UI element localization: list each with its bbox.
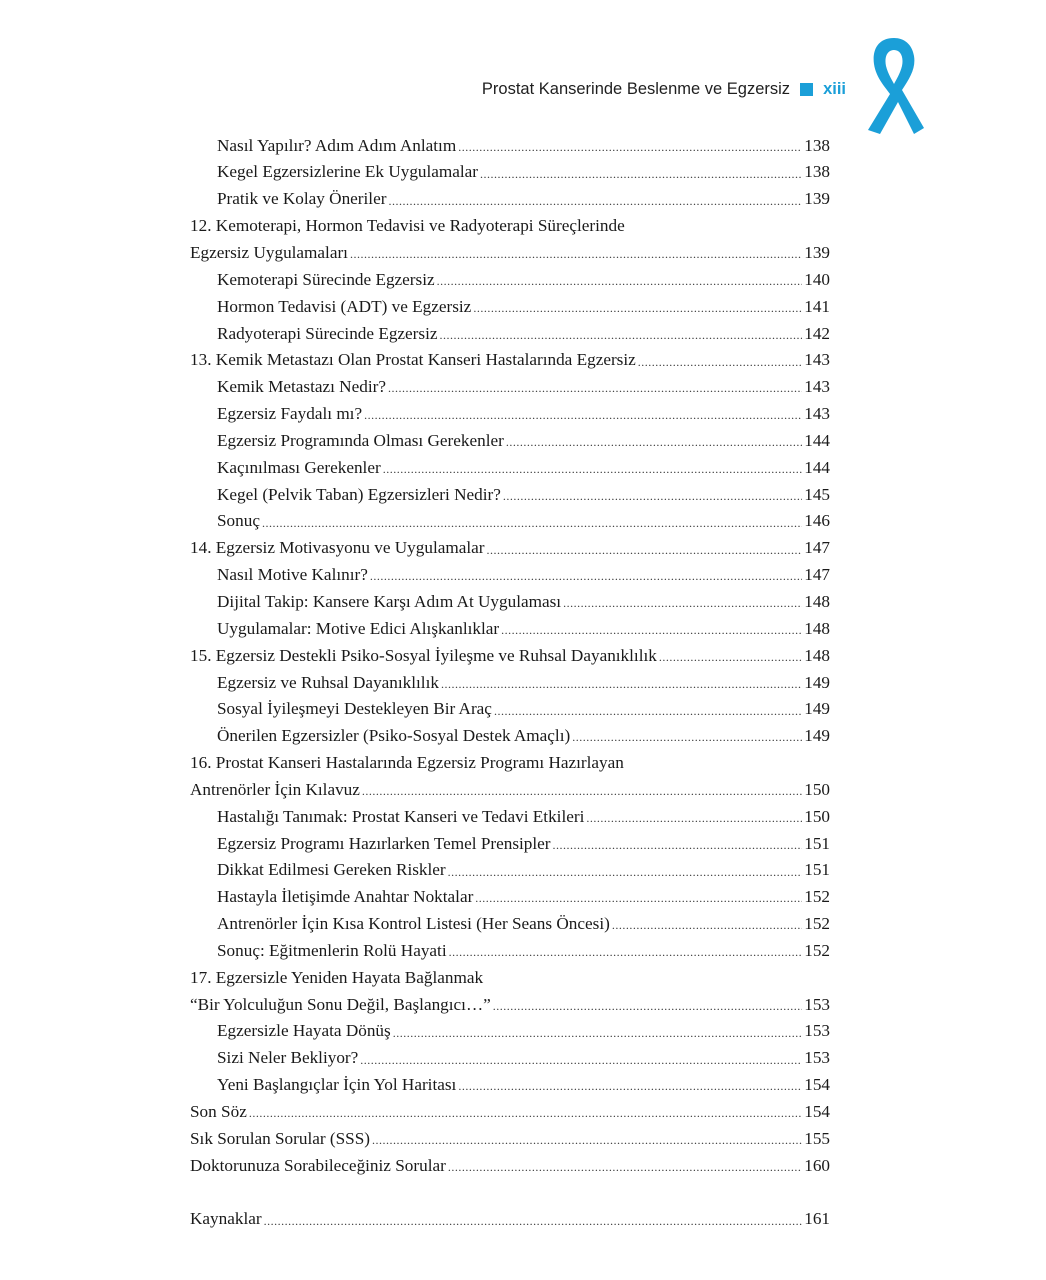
toc-entry-page: 152 — [804, 940, 830, 960]
toc-entry-title: Nasıl Motive Kalınır? — [217, 565, 368, 585]
toc-entry-page: 154 — [804, 1075, 830, 1095]
toc-entry-page: 139 — [804, 189, 830, 209]
toc-entry-page: 146 — [804, 511, 830, 531]
toc-entry-title: Sonuç: Eğitmenlerin Rolü Hayati — [217, 940, 447, 960]
toc-entry[interactable] — [190, 908, 830, 935]
dot-leader — [659, 651, 802, 664]
toc-entry-page: 147 — [804, 538, 830, 558]
toc-entry-title: Hastayla İletişimde Anahtar Noktalar — [217, 887, 474, 907]
dot-leader — [388, 382, 802, 395]
dot-leader — [553, 839, 802, 852]
toc-entry-page: 144 — [804, 457, 830, 477]
toc-entry-title: Egzersiz Programında Olması Gerekenler — [217, 430, 504, 450]
toc-entry[interactable] — [190, 586, 830, 613]
toc-entry-page: 151 — [804, 860, 830, 880]
table-of-contents — [190, 130, 830, 1231]
toc-entry[interactable] — [190, 237, 830, 264]
toc-entry-page: 147 — [804, 565, 830, 585]
toc-entry-page: 149 — [804, 726, 830, 746]
toc-entry-page: 148 — [804, 618, 830, 638]
toc-entry-title: Son Söz — [190, 1102, 247, 1122]
toc-entry[interactable] — [190, 318, 830, 345]
toc-entry-title: Egzersiz Faydalı mı? — [217, 404, 363, 424]
toc-entry-page: 150 — [804, 779, 830, 799]
toc-entry-title: Pratik ve Kolay Öneriler — [217, 189, 387, 209]
toc-entry-title: Sosyal İyileşmeyi Destekleyen Bir Araç — [217, 699, 492, 719]
running-header — [380, 78, 846, 100]
dot-leader — [350, 248, 802, 261]
toc-entry[interactable] — [190, 640, 830, 667]
toc-entry-title: Kegel Egzersizlerine Ek Uygulamalar — [217, 162, 479, 182]
toc-entry-page: 138 — [804, 135, 830, 155]
toc-entry[interactable] — [190, 828, 830, 855]
toc-entry-page: 154 — [804, 1102, 830, 1122]
dot-leader — [448, 866, 802, 879]
dot-leader — [383, 463, 802, 476]
toc-entry[interactable] — [190, 211, 830, 238]
dot-leader — [458, 1080, 802, 1093]
toc-entry-title: Kemoterapi Sürecinde Egzersiz — [217, 269, 435, 289]
toc-entry[interactable] — [190, 372, 830, 399]
dot-leader — [494, 705, 802, 718]
toc-entry[interactable] — [190, 345, 830, 372]
toc-entry[interactable] — [190, 560, 830, 587]
book-title: Prostat Kanserinde Beslenme ve Egzersiz — [481, 79, 791, 98]
toc-entry-page: 149 — [804, 672, 830, 692]
toc-entry-title: Dikkat Edilmesi Gereken Riskler — [217, 860, 446, 880]
toc-entry-page: 160 — [804, 1155, 830, 1175]
toc-entry-title: Hastalığı Tanımak: Prostat Kanseri ve Tedavi Etkileri — [217, 806, 585, 826]
toc-entry[interactable] — [190, 1016, 830, 1043]
toc-entry-page: 143 — [804, 350, 830, 370]
dot-leader — [501, 624, 802, 637]
dot-leader — [249, 1107, 802, 1120]
dot-leader — [473, 302, 802, 315]
toc-entry-title: Radyoterapi Sürecinde Egzersiz — [217, 323, 438, 343]
dot-leader — [493, 1000, 802, 1013]
dot-leader — [475, 892, 802, 905]
toc-entry-page: 142 — [804, 323, 830, 343]
toc-entry-page: 143 — [804, 404, 830, 424]
toc-entry-title: Egzersiz ve Ruhsal Dayanıklılık — [217, 672, 439, 692]
toc-entry-title: Uygulamalar: Motive Edici Alışkanlıklar — [217, 618, 500, 638]
dot-leader — [388, 195, 802, 208]
dot-leader — [439, 329, 802, 342]
dot-leader — [362, 785, 802, 798]
dot-leader — [612, 919, 802, 932]
toc-entry-page: 148 — [804, 591, 830, 611]
toc-entry-page: 152 — [804, 887, 830, 907]
square-bullet-icon — [800, 83, 813, 96]
page-number: xiii — [823, 79, 846, 98]
toc-entry-title: Kaçınılması Gerekenler — [217, 457, 381, 477]
toc-entry-page: 141 — [804, 296, 830, 316]
toc-entry[interactable] — [190, 1043, 830, 1070]
toc-entry[interactable] — [190, 801, 830, 828]
toc-entry[interactable] — [190, 130, 830, 157]
toc-entry-page: 153 — [804, 1048, 830, 1068]
toc-entry[interactable] — [190, 613, 830, 640]
toc-entry[interactable] — [190, 747, 830, 774]
toc-entry-page: 151 — [804, 833, 830, 853]
toc-entry[interactable] — [190, 962, 830, 989]
toc-entry[interactable] — [190, 721, 830, 748]
toc-entry-page: 153 — [804, 994, 830, 1014]
toc-entry[interactable] — [190, 533, 830, 560]
dot-leader — [448, 1161, 802, 1174]
toc-entry-page: 144 — [804, 430, 830, 450]
dot-leader — [364, 409, 802, 422]
toc-entry-page: 139 — [804, 243, 830, 263]
toc-entry-title: 12. Kemoterapi, Hormon Tedavisi ve Radyoterapi Süreçlerinde — [190, 216, 625, 236]
toc-entry[interactable] — [190, 935, 830, 962]
toc-entry-title: Hormon Tedavisi (ADT) ve Egzersiz — [217, 296, 472, 316]
toc-entry[interactable] — [190, 264, 830, 291]
toc-entry-title: 15. Egzersiz Destekli Psiko-Sosyal İyileşme ve Ruhsal Dayanıklılık — [190, 645, 657, 665]
toc-entry[interactable] — [190, 1096, 830, 1123]
toc-entry-page: 161 — [804, 1209, 830, 1229]
dot-leader — [360, 1054, 802, 1067]
toc-entry-title: 13. Kemik Metastazı Olan Prostat Kanseri Hastalarında Egzersiz — [190, 350, 636, 370]
toc-entry-page: 152 — [804, 914, 830, 934]
toc-entry-title: Kemik Metastazı Nedir? — [217, 377, 386, 397]
dot-leader — [638, 356, 802, 369]
toc-entry[interactable] — [190, 184, 830, 211]
toc-entry[interactable] — [190, 855, 830, 882]
dot-leader — [262, 517, 802, 530]
toc-entry[interactable] — [190, 291, 830, 318]
toc-entry-title: Egzersiz Programı Hazırlarken Temel Prensipler — [217, 833, 551, 853]
toc-entry-title: Önerilen Egzersizler (Psiko-Sosyal Destek Amaçlı) — [217, 726, 571, 746]
toc-entry-page: 153 — [804, 1021, 830, 1041]
awareness-ribbon-icon — [860, 34, 928, 138]
toc-entry[interactable] — [190, 506, 830, 533]
toc-entry-page: 143 — [804, 377, 830, 397]
toc-entry-title: Egzersiz Uygulamaları — [190, 243, 348, 263]
dot-leader — [372, 1134, 802, 1147]
toc-entry-title: Egzersizle Hayata Dönüş — [217, 1021, 391, 1041]
toc-entry-title: Kaynaklar — [190, 1209, 262, 1229]
toc-entry[interactable] — [190, 1123, 830, 1150]
dot-leader — [449, 946, 802, 959]
toc-entry-title: Doktorunuza Sorabileceğiniz Sorular — [190, 1155, 446, 1175]
toc-entry[interactable] — [190, 989, 830, 1016]
dot-leader — [458, 141, 802, 154]
toc-entry-page: 155 — [804, 1128, 830, 1148]
toc-entry-title: Nasıl Yapılır? Adım Adım Anlatım — [217, 135, 457, 155]
toc-entry-page: 140 — [804, 269, 830, 289]
toc-entry-title: Kegel (Pelvik Taban) Egzersizleri Nedir? — [217, 484, 501, 504]
toc-entry-title: 17. Egzersizle Yeniden Hayata Bağlanmak — [190, 967, 484, 987]
toc-entry[interactable] — [190, 157, 830, 184]
toc-entry[interactable] — [190, 774, 830, 801]
toc-entry[interactable] — [190, 667, 830, 694]
toc-entry[interactable] — [190, 694, 830, 721]
toc-entry-title: Yeni Başlangıçlar İçin Yol Haritası — [217, 1075, 457, 1095]
toc-entry-title: Antrenörler İçin Kısa Kontrol Listesi (Her Seans Öncesi) — [217, 914, 610, 934]
dot-leader — [480, 168, 802, 181]
toc-entry-title: Dijital Takip: Kansere Karşı Adım At Uygulaması — [217, 591, 562, 611]
toc-entry-title: 16. Prostat Kanseri Hastalarında Egzersiz Programı Hazırlayan — [190, 753, 624, 773]
dot-leader — [370, 570, 802, 583]
toc-entry-title: Sık Sorulan Sorular (SSS) — [190, 1128, 371, 1148]
toc-entry[interactable] — [190, 479, 830, 506]
toc-entry-page: 148 — [804, 645, 830, 665]
toc-entry[interactable] — [190, 1070, 830, 1097]
dot-leader — [503, 490, 802, 503]
toc-spacer — [190, 1177, 830, 1204]
toc-entry[interactable] — [190, 1204, 830, 1231]
toc-entry-title: Sonuç — [217, 511, 260, 531]
toc-entry-title: 14. Egzersiz Motivasyonu ve Uygulamalar — [190, 538, 485, 558]
toc-entry-page: 149 — [804, 699, 830, 719]
toc-entry-page: 145 — [804, 484, 830, 504]
dot-leader — [586, 812, 802, 825]
toc-entry[interactable] — [190, 882, 830, 909]
toc-entry-title: Sizi Neler Bekliyor? — [217, 1048, 359, 1068]
dot-leader — [487, 544, 803, 557]
dot-leader — [393, 1027, 802, 1040]
dot-leader — [437, 275, 802, 288]
dot-leader — [563, 597, 802, 610]
toc-entry-page: 138 — [804, 162, 830, 182]
dot-leader — [441, 678, 802, 691]
toc-entry-title: “Bir Yolculuğun Sonu Değil, Başlangıcı…” — [190, 994, 491, 1014]
dot-leader — [572, 731, 802, 744]
toc-entry[interactable] — [190, 398, 830, 425]
toc-entry[interactable] — [190, 452, 830, 479]
toc-entry[interactable] — [190, 1150, 830, 1177]
dot-leader — [264, 1215, 802, 1228]
toc-entry-title: Antrenörler İçin Kılavuz — [190, 779, 360, 799]
dot-leader — [506, 436, 802, 449]
toc-entry[interactable] — [190, 425, 830, 452]
toc-entry-page: 150 — [804, 806, 830, 826]
